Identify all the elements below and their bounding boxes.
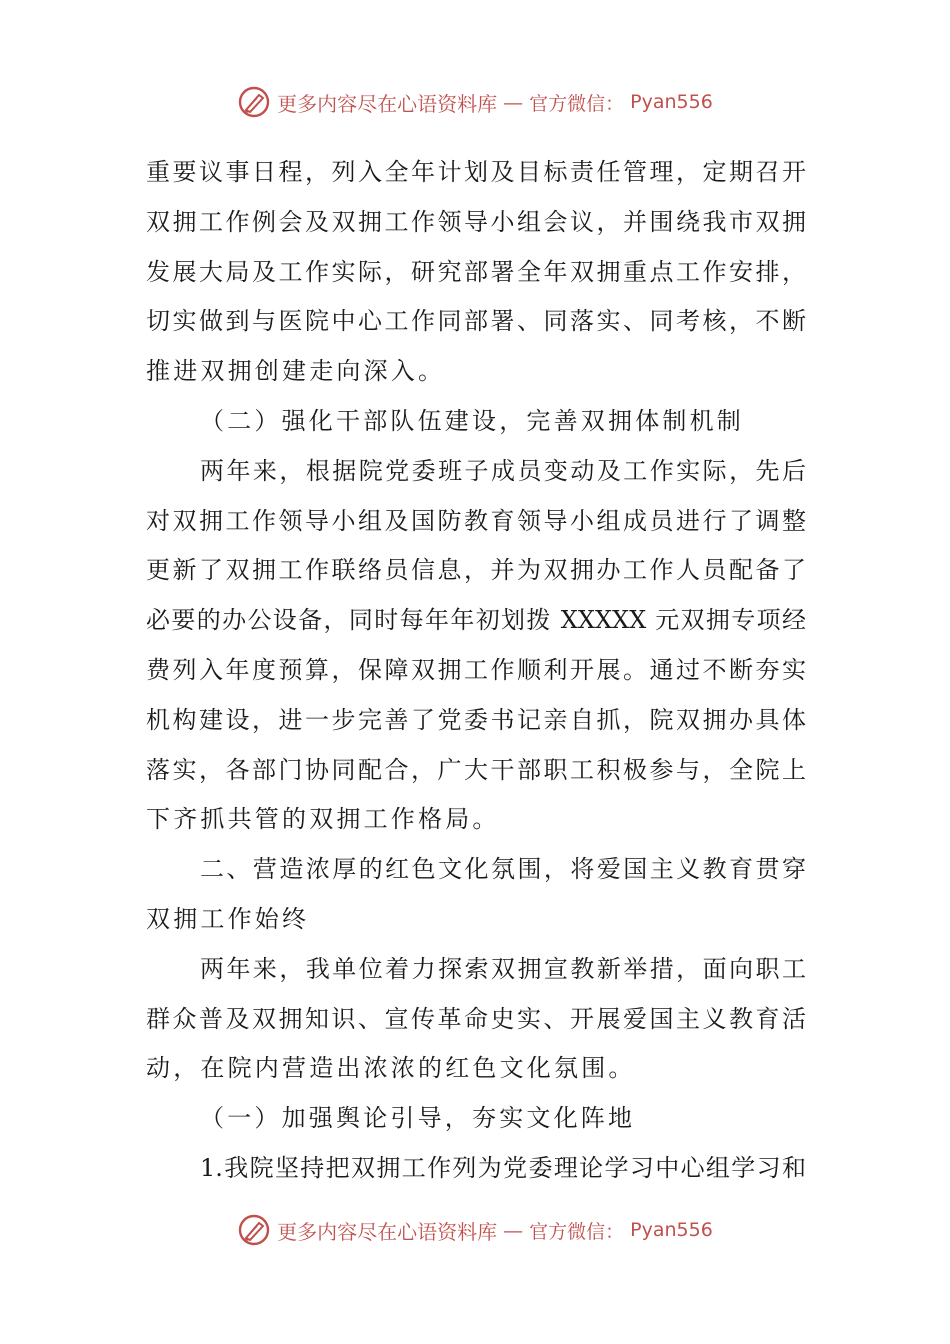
body-line: 下齐抓共管的双拥工作格局。 [146,805,500,834]
pen-nib-circle-icon [237,1213,271,1247]
watermark-main-text: 更多内容尽在心语资料库 [277,91,498,116]
section-heading: 二、营造浓厚的红色文化氛围，将爱国主义教育贯穿 [200,855,806,884]
body-line: 必要的办公设备，同时每年年初划拨 XXXXX 元双拥专项经 [146,606,806,635]
body-line: 更新了双拥工作联络员信息，并为双拥办工作人员配备了 [146,556,806,585]
section-heading: （一）加强舆论引导，夯实文化阵地 [200,1104,636,1133]
footer-watermark [0,1210,950,1250]
header-watermark [0,82,950,122]
pen-nib-circle-icon [237,85,271,119]
body-line: 费列入年度预算，保障双拥工作顺利开展。通过不断夯实 [146,655,806,684]
body-line: 对双拥工作领导小组及国防教育领导小组成员进行了调整 [146,506,806,535]
section-heading-continued: 双拥工作始终 [146,904,310,933]
watermark-label: 官方微信： [529,92,625,115]
watermark-main-text: 更多内容尽在心语资料库 [277,1219,498,1244]
body-line: 1.我院坚持把双拥工作列为党委理论学习中心组学习和 [200,1153,806,1182]
body-line: 发展大局及工作实际，研究部署全年双拥重点工作安排， [146,257,806,286]
document-body [146,148,806,1194]
body-line: 两年来，根据院党委班子成员变动及工作实际，先后 [200,456,806,485]
watermark-wechat-id: Pyan556 [630,91,713,113]
body-line: 落实，各部门协同配合，广大干部职工积极参与，全院上 [146,755,806,784]
body-line: 推进双拥创建走向深入。 [146,357,446,386]
watermark-label: 官方微信： [529,1220,625,1243]
watermark-wechat-id: Pyan556 [630,1219,713,1241]
body-line: 重要议事日程，列入全年计划及目标责任管理，定期召开 [146,158,806,186]
body-line: 两年来，我单位着力探索双拥宣教新举措，面向职工 [200,954,806,983]
body-line: 动，在院内营造出浓浓的红色文化氛围。 [146,1054,636,1083]
section-heading: （二）强化干部队伍建设，完善双拥体制机制 [200,406,744,435]
body-line: 机构建设，进一步完善了党委书记亲自抓，院双拥办具体 [146,705,806,734]
watermark-separator: — [503,1218,524,1242]
body-line: 切实做到与医院中心工作同部署、同落实、同考核，不断 [146,307,806,336]
body-line: 双拥工作例会及双拥工作领导小组会议，并围绕我市双拥 [146,207,806,236]
watermark-separator: — [503,90,524,114]
body-line: 群众普及双拥知识、宣传革命史实、开展爱国主义教育活 [146,1004,806,1033]
